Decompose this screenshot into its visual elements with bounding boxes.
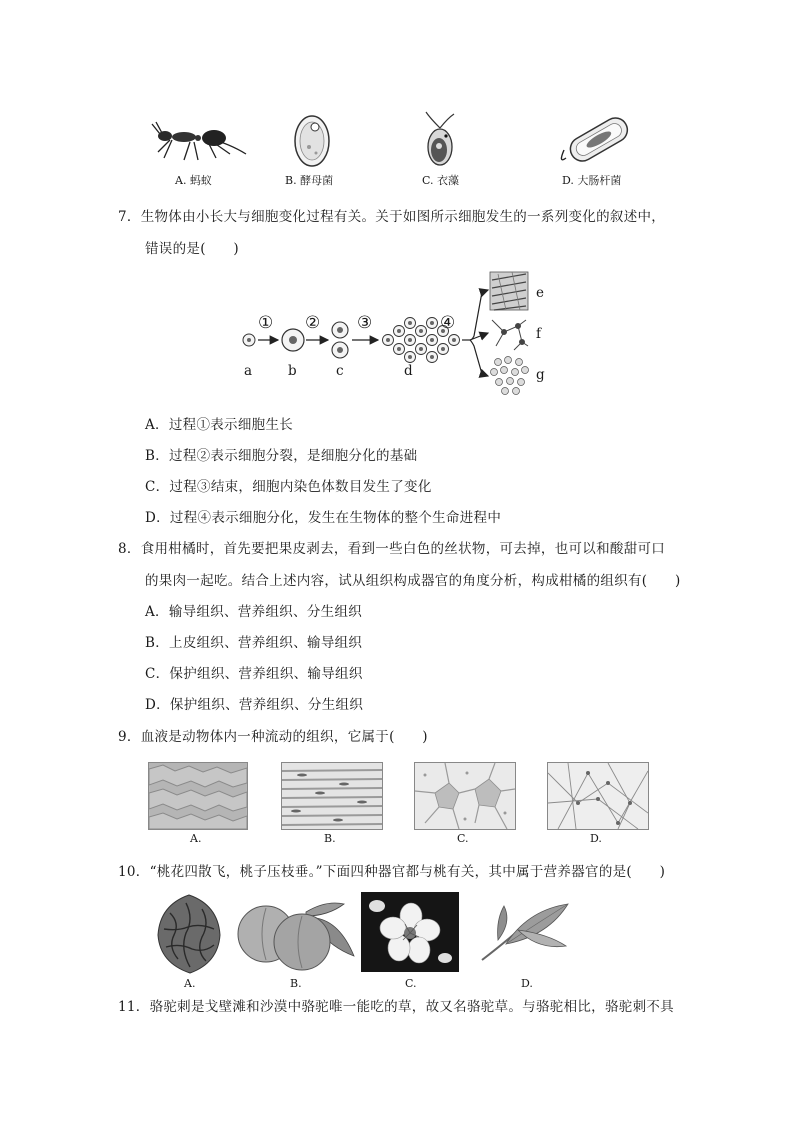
q8-option-a: A．输导组织、营养组织、分生组织 xyxy=(145,604,363,620)
q10-image-d-peach-leaf xyxy=(478,900,570,964)
q10-stem: 10．“桃花四散飞，桃子压枝垂。”下面四种器官都与桃有关，其中属于营养器官的是( ) xyxy=(118,864,666,880)
q8-stem-line1: 8．食用柑橘时，首先要把果皮剥去，看到一些白色的丝状物，可去掉，也可以和酸甜可口 xyxy=(118,541,666,557)
q8-option-c: C．保护组织、营养组织、输导组织 xyxy=(145,666,363,682)
q6-option-d-label: D. 大肠杆菌 xyxy=(562,174,622,187)
q10-caption-a: A. xyxy=(184,977,196,990)
q8-option-b: B．上皮组织、营养组织、输导组织 xyxy=(145,635,363,651)
q6-option-a-label: A. 蚂蚁 xyxy=(175,174,212,187)
q10-caption-b: B. xyxy=(290,977,302,990)
q6-option-c-label: C. 衣藻 xyxy=(422,174,460,187)
q10-image-c-peach-blossom xyxy=(361,892,459,972)
q9-caption-d: D. xyxy=(590,832,602,845)
tissue-g xyxy=(491,357,529,395)
q6-option-a xyxy=(150,118,250,166)
q7-option-b: B．过程②表示细胞分裂，是细胞分化的基础 xyxy=(145,448,418,464)
q9-image-a-epithelial xyxy=(148,762,248,830)
q10-image-b-peaches xyxy=(236,898,356,974)
q7-option-a: A．过程①表示细胞生长 xyxy=(145,417,294,433)
ant-icon xyxy=(150,118,250,166)
cell-b xyxy=(282,329,304,351)
q11-stem: 11．骆驼刺是戈壁滩和沙漠中骆驼唯一能吃的草，故又名骆驼草。与骆驼相比，骆驼刺不具 xyxy=(118,999,674,1015)
stage-label-a: a xyxy=(244,363,253,379)
tissue-label-f: f xyxy=(536,326,542,342)
stage-label-b: b xyxy=(288,363,297,379)
q6-option-b xyxy=(292,113,332,169)
e-coli-icon xyxy=(556,114,636,166)
q9-caption-a: A. xyxy=(190,832,202,845)
q6-option-b-label: B. 酵母菌 xyxy=(285,174,334,187)
q9-caption-c: C. xyxy=(457,832,469,845)
q7-stem-line1: 7．生物体由小长大与细胞变化过程有关。关于如图所示细胞发生的一系列变化的叙述中， xyxy=(118,209,666,225)
q6-option-d xyxy=(556,114,636,166)
q9-caption-b: B. xyxy=(324,832,336,845)
q7-stem-line2: 错误的是( ) xyxy=(145,241,239,257)
q7-option-d: D．过程④表示细胞分化，发生在生物体的整个生命进程中 xyxy=(145,510,502,526)
tissue-label-g: g xyxy=(536,367,545,383)
q10-caption-c: C. xyxy=(405,977,417,990)
q9-image-c-nerve xyxy=(414,762,516,830)
stage-label-d: d xyxy=(404,363,413,379)
q10-image-a-peach-pit xyxy=(154,893,224,975)
q10-caption-d: D. xyxy=(521,977,533,990)
q9-image-d-connective xyxy=(547,762,649,830)
stage-label-c: c xyxy=(336,363,344,379)
process-label-3: ③ xyxy=(357,313,373,333)
process-label-4: ④ xyxy=(440,313,456,333)
yeast-cell-icon xyxy=(292,113,332,169)
q9-stem: 9．血液是动物体内一种流动的组织，它属于( ) xyxy=(118,729,428,745)
process-label-2: ② xyxy=(305,313,321,333)
tissue-f xyxy=(492,320,528,350)
cell-change-diagram xyxy=(236,270,556,398)
process-label-1: ① xyxy=(258,313,274,333)
q8-stem-line2: 的果肉一起吃。结合上述内容，试从组织构成器官的角度分析，构成柑橘的组织有( ) xyxy=(145,573,681,589)
chlamydomonas-icon xyxy=(422,110,458,168)
q6-option-c xyxy=(422,110,458,168)
cell-a xyxy=(243,334,255,346)
q7-option-c: C．过程③结束，细胞内染色体数目发生了变化 xyxy=(145,479,432,495)
tissue-e xyxy=(490,272,528,310)
cells-c xyxy=(332,322,348,358)
tissue-label-e: e xyxy=(536,285,545,301)
q9-image-b-muscle xyxy=(281,762,383,830)
q8-option-d: D．保护组织、营养组织、分生组织 xyxy=(145,697,364,713)
